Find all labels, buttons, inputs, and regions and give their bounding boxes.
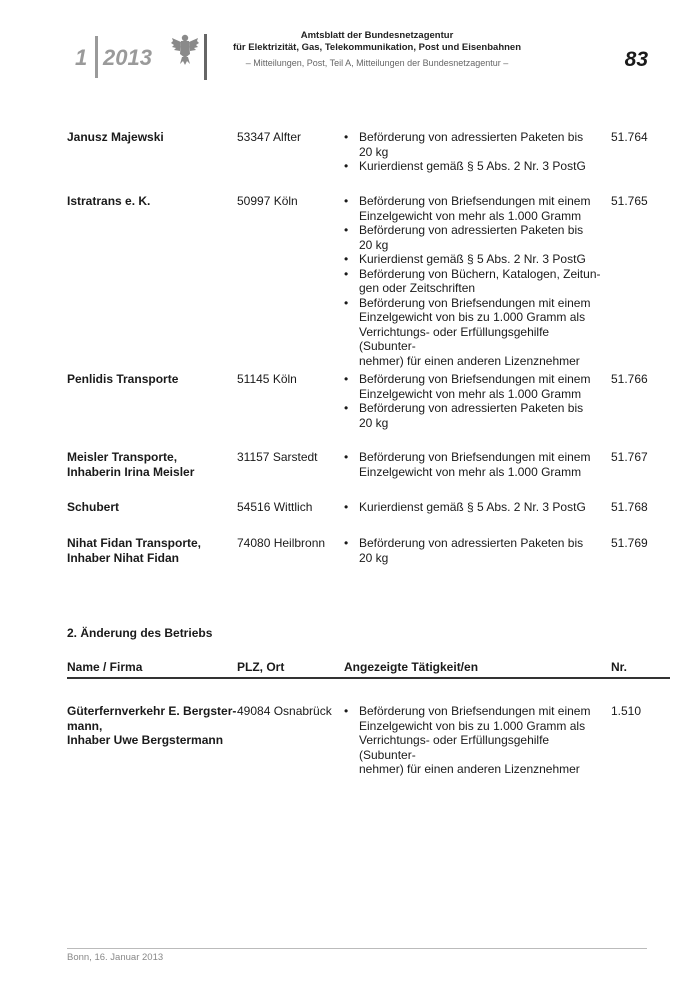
license-number: 51.768: [611, 500, 648, 514]
journal-subtitle: – Mitteilungen, Post, Teil A, Mitteilungen der Bundesnetzagentur –: [245, 58, 509, 68]
license-number: 1.510: [611, 704, 642, 718]
list-item: • Kurierdienst gemäß § 5 Abs. 2 Nr. 3 PostG: [342, 252, 607, 267]
postal-city: 54516 Wittlich: [237, 500, 313, 514]
page-number: 83: [624, 48, 648, 71]
list-item: • Kurierdienst gemäß § 5 Abs. 2 Nr. 3 PostG: [342, 159, 607, 174]
firm-name: Janusz Majewski: [67, 130, 164, 144]
list-item: • Kurierdienst gemäß § 5 Abs. 2 Nr. 3 PostG: [342, 500, 607, 515]
activity-list: [342, 372, 607, 430]
activity-list: [342, 450, 607, 479]
firm-name: Güterfernverkehr E. Bergster- mann, Inhaber Uwe Bergstermann: [67, 704, 237, 747]
activity-list: [342, 130, 607, 174]
federal-eagle-icon: [170, 32, 200, 66]
header-divider-2: [204, 34, 207, 80]
activity-list: [342, 194, 607, 368]
firm-name: Penlidis Transporte: [67, 372, 179, 386]
postal-city: 51145 Köln: [237, 372, 297, 386]
header-divider: [95, 36, 98, 78]
license-number: 51.766: [611, 372, 648, 386]
column-header-name: Name / Firma: [67, 660, 143, 674]
firm-name: Istratrans e. K.: [67, 194, 151, 208]
footer-date: Bonn, 16. Januar 2013: [67, 952, 164, 963]
postal-city: 50997 Köln: [237, 194, 298, 208]
firm-name: Nihat Fidan Transporte, Inhaber Nihat Fidan: [67, 536, 202, 565]
list-item: • Beförderung von Briefsendungen mit einem Einzelgewicht von bis zu 1.000 Gramm als Verrichtungs- oder Erfüllungsgehilfe (Subunter- nehmer) für einen anderen Lizenznehmer: [342, 704, 607, 777]
header-rule: [67, 677, 670, 679]
list-item: • Beförderung von Briefsendungen mit einem Einzelgewicht von mehr als 1.000 Gramm: [342, 372, 607, 401]
postal-city: 74080 Heilbronn: [237, 536, 326, 550]
column-header-plz: PLZ, Ort: [237, 660, 285, 674]
postal-city: 53347 Alfter: [237, 130, 302, 144]
license-number: 51.767: [611, 450, 648, 464]
license-number: 51.769: [611, 536, 648, 550]
footer-rule: [67, 948, 647, 949]
journal-title: [222, 30, 532, 54]
activity-list: [342, 704, 607, 777]
activity-list: [342, 500, 607, 515]
postal-city: 49084 Osnabrück: [237, 704, 332, 718]
activity-list: [342, 536, 607, 565]
list-item: • Beförderung von Briefsendungen mit einem Einzelgewicht von mehr als 1.000 Gramm: [342, 194, 607, 223]
list-item: • Beförderung von adressierten Paketen bis 20 kg: [342, 401, 607, 430]
list-item: • Beförderung von adressierten Paketen bis 20 kg: [342, 223, 607, 252]
list-item: • Beförderung von Briefsendungen mit einem Einzelgewicht von bis zu 1.000 Gramm als Verrichtungs- oder Erfüllungsgehilfe (Subunter- nehmer) für einen anderen Lizenznehmer: [342, 296, 607, 369]
list-item: • Beförderung von Büchern, Katalogen, Zeitun- gen oder Zeitschriften: [342, 267, 607, 296]
license-number: 51.765: [611, 194, 648, 208]
column-header-nr: Nr.: [611, 660, 628, 674]
issue-year: 2013: [103, 45, 152, 70]
firm-name: Schubert: [67, 500, 120, 514]
list-item: • Beförderung von adressierten Paketen bis 20 kg: [342, 130, 607, 159]
journal-title-line1: Amtsblatt der Bundesnetzagentur: [300, 30, 454, 41]
journal-title-line2: für Elektrizität, Gas, Telekommunikation, Post und Eisenbahnen: [232, 42, 522, 53]
issue-number: 1: [75, 45, 88, 70]
firm-name: Meisler Transporte, Inhaberin Irina Meisler: [67, 450, 195, 479]
list-item: • Beförderung von Briefsendungen mit einem Einzelgewicht von mehr als 1.000 Gramm: [342, 450, 607, 479]
section-title: 2. Änderung des Betriebs: [67, 626, 213, 640]
license-number: 51.764: [611, 130, 648, 144]
column-header-activity: Angezeigte Tätigkeit/en: [344, 660, 479, 674]
list-item: • Beförderung von adressierten Paketen bis 20 kg: [342, 536, 607, 565]
postal-city: 31157 Sarstedt: [237, 450, 318, 464]
